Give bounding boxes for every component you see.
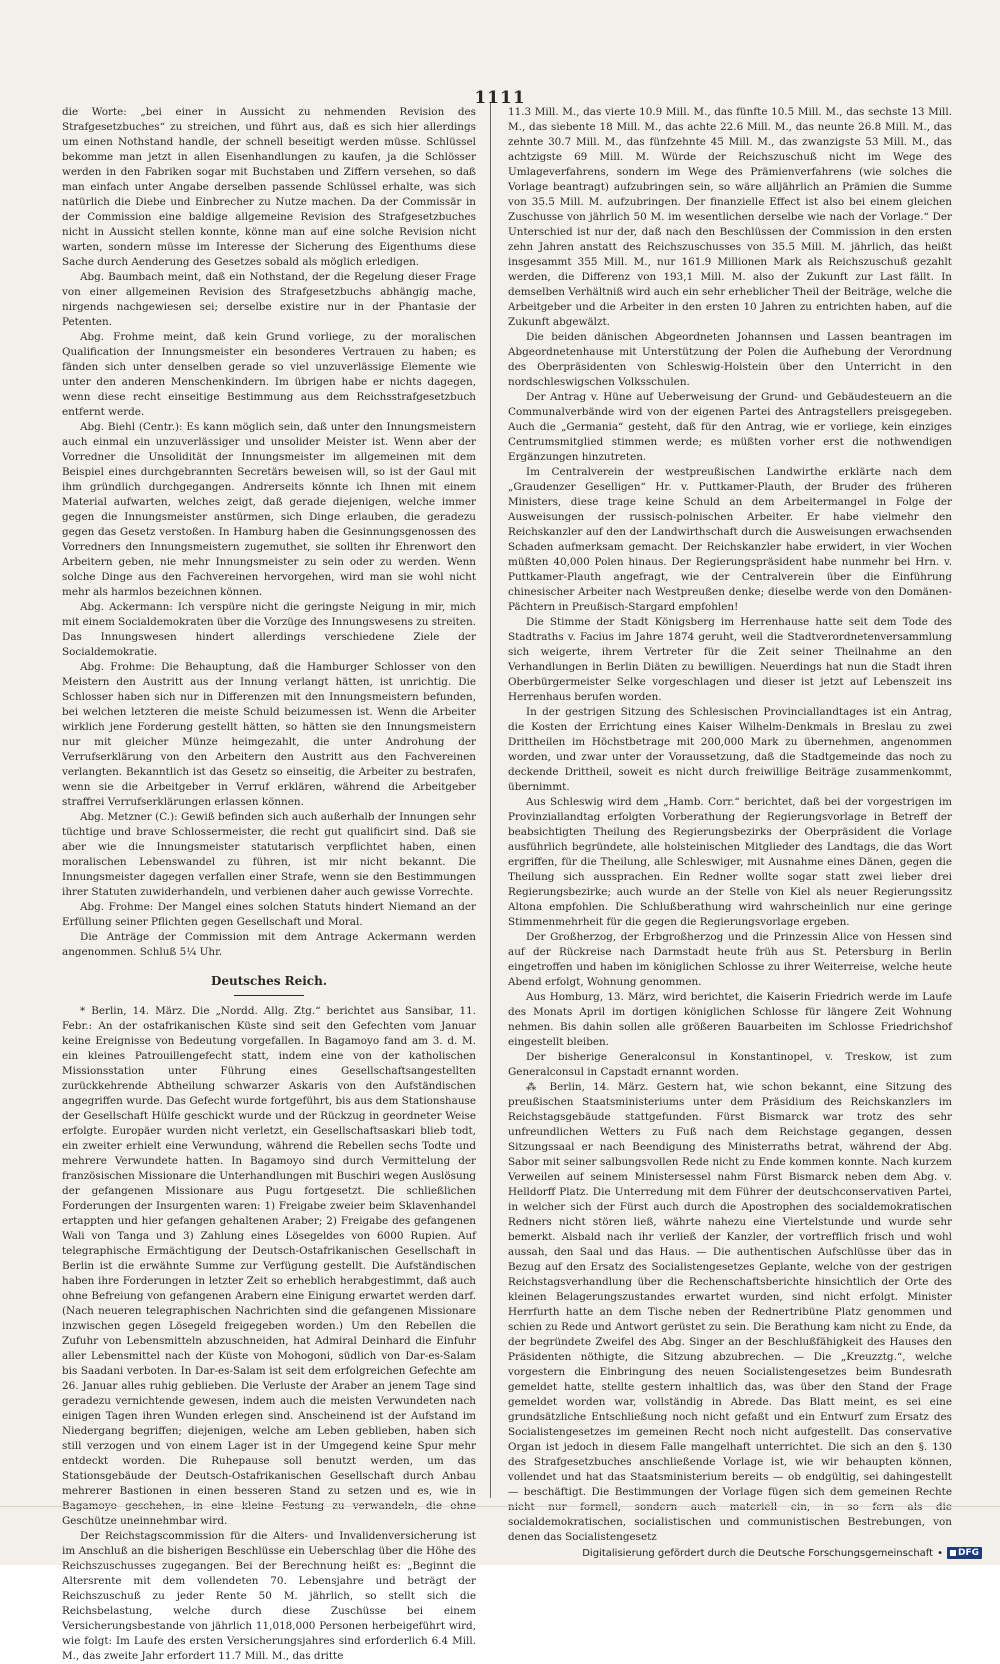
paragraph: Die Stimme der Stadt Königsberg im Herrenhause hatte seit dem Tode des Stadtraths v. Facius im Jahre 1874 geruht, weil die Stadtverordnetenversammlung sich weigerte, ihrem Vertreter für die Zeit seiner Theilnahme an den Verhandlungen in Berlin Diäten zu bewilligen. Neuerdings hat nun die Stadt ihren Oberbürgermeister Selke vorgeschlagen und dieser ist jetzt auf Lebenszeit ins Herrenhaus berufen worden. [508, 616, 952, 703]
dfg-logo-icon [947, 1547, 982, 1559]
paragraph: Abg. Frohme meint, daß kein Grund vorliege, zu der moralischen Qualification der Innungsmeister ein besonderes Vertrauen zu haben; es fänden sich unter denselben gerade so viel unzuverlässige Elemente wie unter den anderen Menschenkindern. Im übrigen habe er nichts dagegen, wenn diese recht einseitige Bestimmung aus dem Reichsstrafgesetzbuch entfernt werde. [62, 331, 476, 418]
paragraph: Der Antrag v. Hüne auf Ueberweisung der Grund- und Gebäudesteuern an die Communalverbände wird von der eigenen Partei des Antragstellers preisgegeben. Auch die „Germania“ gesteht, daß für den Antrag, wie er vorliege, kein einziges Centrumsmitglied stimmen werde; es müßten vorher erst die nothwendigen Ergänzungen hinzutreten. [508, 391, 952, 463]
footer [582, 1547, 982, 1559]
paragraph: die Worte: „bei einer in Aussicht zu nehmenden Revision des Strafgesetzbuches“ zu streichen, und führt aus, daß es sich hier allerdings um einen Nothstand handle, der schnell beseitigt werden müsse. Schlüssel bekomme man jetzt in allen Eisenhandlungen zu kaufen, ja die Schlösser werden in den Fabriken sogar mit Buchstaben und Ziffern versehen, so daß man einfach unter Angabe derselben passende Schlüssel erhalte, was sich natürlich die Diebe und Einbrecher zu Nutze machen. Da der Commissär in der Commission eine baldige allgemeine Revision des Strafgesetzbuches nicht in Aussicht stellen konnte, könne man auf eine solche Revision nicht warten, sondern müsse im Interesse der Sicherung des Eigenthums diese Sache durch Aenderung des Gesetzes sobald als möglich erledigen. [62, 106, 476, 268]
paragraph: Die beiden dänischen Abgeordneten Johannsen und Lassen beantragen im Abgeordnetenhause mit Unterstützung der Polen die Aufhebung der Verordnung des Oberpräsidenten von Schleswig-Holstein über den Unterricht in den nordschleswigschen Volksschulen. [508, 331, 952, 388]
paragraph: Im Centralverein der westpreußischen Landwirthe erklärte nach dem „Graudenzer Geselligen“ Hr. v. Puttkamer-Plauth, der Bruder des früheren Ministers, diese trage keine Schuld an dem Arbeitermangel in Folge der Ausweisungen der russisch-polnischen Arbeiter. Er habe vielmehr den Reichskanzler auf den der Landwirthschaft durch die Ausweisungen erwachsenden Schaden aufmerksam gemacht. Der Reichskanzler habe erwidert, in vier Wochen müßten 40,000 Polen hinaus. Der Regierungspräsident habe nunmehr bei Hrn. v. Puttkamer-Plauth angefragt, wie der Centralverein über die Einführung chinesischer Arbeiter nach Westpreußen denke; dieselbe werde von den Domänen-Pächtern in Preußisch-Stargard empfohlen! [508, 466, 952, 613]
paragraph: Die Anträge der Commission mit dem Antrage Ackermann werden angenommen. Schluß 5¼ Uhr. [62, 931, 476, 958]
paragraph: ⁂ Berlin, 14. März. Gestern hat, wie schon bekannt, eine Sitzung des preußischen Staatsministeriums unter dem Präsidium des Reichskanzlers im Reichstagsgebäude stattgefunden. Fürst Bismarck war trotz des sehr unfreundlichen Wetters zu Fuß nach dem Reichstage gegangen, dessen Sitzungssaal er nach Beendigung des Ministerraths betrat, während der Abg. Sabor mit seiner salbungsvollen Rede nicht zu Ende kommen konnte. Nach kurzem Verweilen auf seinem Ministersessel nahm Fürst Bismarck neben dem Abg. v. Helldorff Platz. Die Unterredung mit dem Führer der deutschconservativen Partei, in welcher sich der Fürst auch durch die Apostrophen des socialdemokratischen Redners nicht stören ließ, währte nahezu eine Viertelstunde und wurde sehr bemerkt. Alsbald nach ihr verließ der Kanzler, der vortrefflich frisch und wohl aussah, den Saal und das Haus. — Die authentischen Aufschlüsse über das in Bezug auf den Ersatz des Socialistengesetzes Geplante, welche von der gestrigen Reichstagsverhandlung über die Rechenschaftsberichte hinsichtlich der Orte des kleinen Belagerungszustandes erwartet wurden, sind nicht erfolgt. Minister Herrfurth hatte an dem Tische neben der Rednertribüne Platz genommen und schien zu Rede und Antwort gerüstet zu sein. Die Berathung kam nicht zu Ende, da der begründete Zweifel des Abg. Singer an der Beschlußfähigkeit des Hauses den Präsidenten nöthigte, die Sitzung abzubrechen. — Die „Kreuzztg.“, welche vorgestern die Einbringung des neuen Socialistengesetzes beim Bundesrath gemeldet hatte, stellte gestern inhaltlich das, was über den Stand der Frage gemeldet worden war, vollständig in Abrede. Das Blatt meint, es sei eine grundsätzliche Entschließung noch nicht gefaßt und ein Entwurf zum Ersatz des Socialistengesetzes im gemeinen Recht noch nicht aufgestellt. Das conservative Organ ist jedoch in diesem Falle mangelhaft unterrichtet. Die sich an den §. 130 des Strafgesetzbuches anschließende Vorlage ist, wie wir behaupten können, vollendet und hat das Staatsministerium bereits — ob endgültig, sei dahingestellt — beschäftigt. Die Bestimmungen der Vorlage fügen sich dem gemeinen Rechte nicht nur formell, sondern auch materiell ein, in so fern als die socialdemokratischen, socialistischen und communistischen Bestrebungen, von denen das Socialistengesetz [508, 1081, 952, 1543]
footer-divider [0, 1506, 1000, 1507]
footer-credit: Digitalisierung gefördert durch die Deutsche Forschungsgemeinschaft [582, 1547, 934, 1559]
paragraph: Abg. Biehl (Centr.): Es kann möglich sein, daß unter den Innungsmeistern auch einmal ein unzuverlässiger und unsolider Meister ist. Wenn aber der Vorredner die Unsolidität der Innungsmeister im allgemeinen mit dem Beispiel eines durchgebrannten Secretärs beweisen will, so ist der Gaul mit ihm gründlich durchgegangen. Andrerseits könnte ich Ihnen mit einem Material aufwarten, welches zeigt, daß gerade diejenigen, welche immer gegen die Innungsmeister anstürmen, sich Dinge erlauben, die geradezu gegen das Gesetz verstoßen. In Hamburg haben die Gesinnungsgenossen des Vorredners den Innungsmeistern zugemuthet, sie sollten ihr Ehrenwort den Arbeitern geben, nie mehr Innungsmeister zu sein oder zu werden. Wenn solche Dinge aus den Fachvereinen hervorgehen, wird man sie wohl nicht mehr als harmlos bezeichnen können. [62, 421, 476, 598]
paragraph: Aus Schleswig wird dem „Hamb. Corr.“ berichtet, daß bei der vorgestrigen im Provinziallandtag erfolgten Vorberathung der Regierungsvorlage in Betreff der beabsichtigten Theilung des Regierungsbezirks der Oberpräsident die Vorlage ausführlich begründete, alle holsteinischen Mitglieder des Landtags, die das Wort ergriffen, für die Theilung, alle Schleswiger, mit Ausnahme eines Dänen, gegen die Theilung sich aussprachen. Ein Redner wollte sogar statt zwei lieber drei Regierungsbezirke; auch wurde an der Stelle von Kiel als neuer Regierungssitz Altona empfohlen. Die Schlußberathung wird wahrscheinlich nur eine geringe Stimmenmehrheit für die gegen die Regierungsvorlage ergeben. [508, 796, 952, 928]
section-divider [234, 995, 304, 996]
paragraph: Abg. Baumbach meint, daß ein Nothstand, der die Regelung dieser Frage von einer allgemeinen Revision des Strafgesetzbuchs abhängig mache, nirgends nachgewiesen sei; derselbe existire nur in der Phantasie der Petenten. [62, 271, 476, 328]
logo-square-icon [950, 1550, 956, 1556]
paragraph: Abg. Metzner (C.): Gewiß befinden sich auch außerhalb der Innungen sehr tüchtige und brave Schlossermeister, die recht gut qualificirt sind. Daß sie aber wie die Innungsmeister statutarisch verpflichtet haben, einen moralischen Lebenswandel zu führen, ist mir nicht bekannt. Die Innungsmeister dagegen verfallen einer Strafe, wenn sie den Bestimmungen ihrer Statuten zuwiderhandeln, und verbienen daher auch gewisse Vorrechte. [62, 811, 476, 898]
paragraph: Abg. Frohme: Die Behauptung, daß die Hamburger Schlosser von den Meistern den Austritt aus der Innung verlangt hätten, ist unrichtig. Die Schlosser haben sich nur in Differenzen mit den Innungsmeistern befunden, bei welchen letzteren die meiste Schuld beizumessen ist. Wenn die Arbeiter wirklich jene Forderung gestellt hätten, so hätten sie den Innungsmeistern nur mit gleicher Münze heimgezahlt, die unter Androhung der Verrufserklärung von den Arbeitern den Austritt aus den Fachvereinen verlangten. Bekanntlich ist das Gesetz so einseitig, die Arbeiter zu bestrafen, wenn sie die Arbeitgeber in Verruf erklären, während die Arbeitgeber straffrei Verrufserklärungen erlassen können. [62, 661, 476, 808]
separator-icon: • [937, 1547, 943, 1559]
dfg-logo-text: DFG [957, 1548, 979, 1558]
section-heading: Deutsches Reich. [210, 974, 328, 988]
paragraph: 11.3 Mill. M., das vierte 10.9 Mill. M., das fünfte 10.5 Mill. M., das sechste 13 Mill. M., das siebente 18 Mill. M., das achte 22.6 Mill. M., das neunte 26.8 Mill. M., das zehnte 30.7 Mill. M., das fünfzehnte 45 Mill. M., das zwanzigste 53 Mill. M., das achtzigste 69 Mill. M. Würde der Reichszuschuß nicht im Wege des Umlageverfahrens, sondern im Wege des Prämienverfahrens (wie solches die Vorlage beantragt) aufzubringen sein, so wäre alljährlich an Prämien die Summe von 35.5 Mill. M. aufzubringen. Der finanzielle Effect ist also bei einem gleichen Zuschusse von jährlich 50 M. im wesentlichen derselbe wie nach der Vorlage.“ Der Unterschied ist nur der, daß nach den Beschlüssen der Commission in den ersten zehn Jahren anstatt des Reichszuschusses von 35.5 Mill. M. jährlich, das heißt insgesammt 355 Mill. M., nur 161.9 Millionen Mark als Reichszuschuß gezahlt werden, die Differenz von 193,1 Mill. M. also der Zukunft zur Last fällt. In demselben Verhältniß wird auch ein sehr erheblicher Theil der Beiträge, welche die Arbeitgeber und die Arbeiter in den ersten 10 Jahren zu entrichten haben, auf die Zukunft abgewälzt. [508, 106, 952, 328]
paragraph: Abg. Frohme: Der Mangel eines solchen Statuts hindert Niemand an der Erfüllung seiner Pflichten gegen Gesellschaft und Moral. [62, 901, 476, 928]
paragraph: In der gestrigen Sitzung des Schlesischen Provinciallandtages ist ein Antrag, die Kosten der Errichtung eines Kaiser Wilhelm-Denkmals in Breslau zu zwei Drittheilen im Höchstbetrage mit 200,000 Mark zu übernehmen, angenommen worden, und zwar unter der Voraussetzung, daß die Stadtgemeinde das noch zu deckende Drittheil, soweit es nicht durch freiwillige Beiträge zusammenkommt, übernimmt. [508, 706, 952, 793]
paragraph: Der Reichstagscommission für die Alters- und Invalidenversicherung ist im Anschluß an die bisherigen Beschlüsse ein Ueberschlag über die Höhe des Reichszuschusses zugegangen. Bei der Berechnung heißt es: „Beginnt die Altersrente mit dem vollendeten 70. Lebensjahre und beträgt der Reichszuschuß zu jeder Rente 50 M. jährlich, so stellt sich die Reichsbelastung, welche durch diese Zuschüsse bei einem Versicherungsbestande von jährlich 11,018,000 Personen herbeigeführt wird, wie folgt: Im Laufe des ersten Versicherungsjahres sind erforderlich 6.4 Mill. M., das zweite Jahr erfordert 11.7 Mill. M., das dritte [62, 1530, 476, 1662]
paragraph: * Berlin, 14. März. Die „Nordd. Allg. Ztg.“ berichtet aus Sansibar, 11. Febr.: An der ostafrikanischen Küste sind seit den Gefechten vom Januar keine Ereignisse von Bedeutung vorgefallen. In Bagamoyo fand am 3. d. M. ein kleines Patrouillengefecht statt, indem eine von der katholischen Missionsstation unter Führung eines Gesellschaftsangestellten zurückkehrende Abtheilung schwarzer Askaris von den Aufständischen angegriffen wurde. Das Gefecht wurde fortgeführt, bis aus dem Stationshause der Gesellschaft Hülfe geschickt wurde und der Rückzug in geordneter Weise erfolgte. Europäer wurden nicht verletzt, ein Gesellschaftsaskari blieb todt, ein zweiter erhielt eine Verwundung, während die Rebellen sechs Todte und mehrere Verwundete hatten. In Bagamoyo sind durch Vermittelung der französischen Missionare die Unterhandlungen mit Buschiri wegen Auslösung der gefangenen Missionare aus Pugu fortgesetzt. Die schließlichen Forderungen der Insurgenten waren: 1) Freigabe zweier beim Sklavenhandel ertappten und hier gefangen gehaltenen Araber; 2) Freigabe des gefangenen Wali von Tanga und 3) Zahlung eines Lösegeldes von 6000 Rupien. Auf telegraphische Ermächtigung der Deutsch-Ostafrikanischen Gesellschaft in Berlin ist die erwähnte Summe zur Verfügung gestellt. Die Aufständischen haben ihre Forderungen in letzter Zeit so erheblich herabgestimmt, daß auch ohne Befreiung von gefangenen Arabern eine Einigung erwartet werden darf. (Nach neueren telegraphischen Nachrichten sind die gefangenen Missionare inzwischen gegen Lösegeld freigegeben worden.) Um den Rebellen die Zufuhr von Lebensmitteln abzuschneiden, hat Admiral Deinhard die Einfuhr aller Lebensmittel nach der Küste von Mohogoni, südlich von Dar-es-Salam bis Saadani verboten. In Dar-es-Salam ist seit dem erfolgreichen Gefechte am 26. Januar alles ruhig geblieben. Die Verluste der Araber an jenem Tage sind geradezu vernichtende gewesen, indem auch die meisten Verwundeten nach einigen Tagen ihren Wunden erlegen sind. Anscheinend ist der Aufstand im Niedergang begriffen; diejenigen, welche am Leben geblieben, haben sich still verzogen und von einem Lager ist in der Umgegend keine Spur mehr entdeckt worden. Die Ruhepause soll benutzt werden, um das Stationsgebäude der Deutsch-Ostafrikanischen Gesellschaft durch Anbau mehrerer Bastionen in einen besseren Stand zu setzen und es, wie in Bagamoyo geschehen, in eine kleine Festung zu verwandeln, die ohne Geschütze uneinnehmbar wird. [62, 1005, 476, 1527]
paragraph: Aus Homburg, 13. März, wird berichtet, die Kaiserin Friedrich werde im Laufe des Monats April im dortigen königlichen Schlosse für längere Zeit Wohnung nehmen. Bis dahin sollen alle größeren Bauarbeiten im Schlosse Friedrichshof eingestellt bleiben. [508, 991, 952, 1048]
page-number: 1111 [474, 88, 526, 108]
column-divider [490, 103, 491, 1498]
right-column [508, 105, 952, 1543]
paragraph: Der Großherzog, der Erbgroßherzog und die Prinzessin Alice von Hessen sind auf der Rückreise nach Darmstadt heute früh aus St. Petersburg in Berlin eingetroffen und haben im königlichen Schlosse zu ihrer Weiterreise, welche heute Abend erfolgt, Wohnung genommen. [508, 931, 952, 988]
paragraph: Abg. Ackermann: Ich verspüre nicht die geringste Neigung in mir, mich mit einem Socialdemokraten über die Vorzüge des Innungswesens zu streiten. Das Innungswesen hindert allerdings verschiedene Ziele der Socialdemokratie. [62, 601, 476, 658]
left-column [62, 105, 476, 1662]
paragraph: Der bisherige Generalconsul in Konstantinopel, v. Treskow, ist zum Generalconsul in Capstadt ernannt worden. [508, 1051, 952, 1078]
